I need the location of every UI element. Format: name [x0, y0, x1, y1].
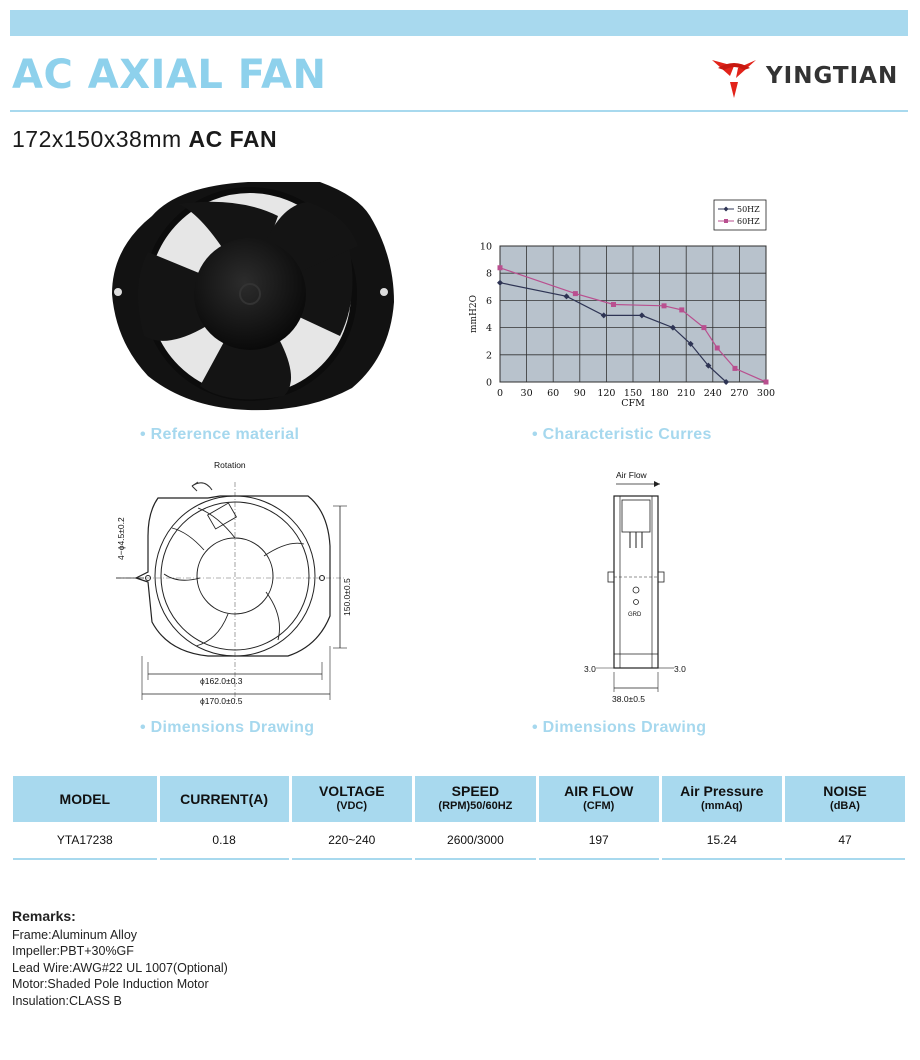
data-point: [573, 291, 578, 296]
remarks-title: Remarks:: [12, 908, 76, 924]
cell-speed: 2600/3000: [415, 822, 536, 860]
remark-frame: Frame:Aluminum Alloy: [12, 927, 138, 942]
x-tick-label: 60: [547, 388, 560, 399]
header-airflow: AIR FLOW (CFM): [539, 776, 659, 822]
cell-pressure: 15.24: [662, 822, 782, 860]
y-tick-label: 4: [485, 323, 492, 335]
legend-label: 50HZ: [737, 205, 760, 214]
x-tick-label: 30: [520, 388, 533, 399]
front-dimensions-drawing: [108, 456, 368, 706]
fan-photo: [108, 176, 398, 412]
x-tick-label: 180: [650, 388, 669, 399]
x-axis-label: CFM: [621, 398, 645, 409]
data-point: [701, 325, 706, 330]
header-speed: SPEED (RPM)50/60HZ: [415, 776, 536, 822]
legend-marker: [724, 219, 728, 223]
caption-dims-side: • Dimensions Drawing: [532, 719, 707, 736]
left-offset-label: 3.0: [584, 664, 596, 674]
header-noise: NOISE (dBA): [785, 776, 905, 822]
caption-dims-front: • Dimensions Drawing: [140, 719, 315, 736]
y-tick-label: 6: [485, 295, 492, 307]
x-tick-label: 240: [703, 388, 722, 399]
subtitle-size: 172x150x38mm: [12, 126, 182, 152]
x-tick-label: 90: [573, 388, 586, 399]
caption-curves: • Characteristic Curres: [532, 426, 712, 443]
y-tick-label: 8: [485, 268, 492, 280]
x-tick-label: 270: [730, 388, 749, 399]
table-header-row: [13, 776, 905, 822]
page-title: AC AXIAL FAN: [12, 52, 327, 98]
x-tick-label: 0: [496, 388, 504, 399]
header-model: MODEL: [13, 776, 157, 822]
remarks-section: [12, 908, 228, 1009]
cell-noise: 47: [785, 822, 905, 860]
grd-label: GRD: [628, 612, 642, 618]
top-accent-band: [10, 10, 908, 36]
hole-label: 4−ϕ4.5±0.2: [116, 517, 126, 560]
data-point: [715, 346, 720, 351]
product-subtitle: [12, 126, 277, 153]
remark-impeller: Impeller:PBT+30%GF: [12, 944, 134, 958]
y-tick-label: 10: [479, 241, 492, 253]
header-pressure: Air Pressure (mmAq): [662, 776, 782, 822]
x-tick-label: 300: [756, 388, 776, 399]
cell-model: YTA17238: [13, 822, 157, 860]
characteristic-chart: [458, 194, 788, 424]
data-point: [764, 380, 769, 385]
x-tick-label: 120: [597, 388, 616, 399]
x-tick-label: 210: [677, 388, 696, 399]
remark-insulation: Insulation:CLASS B: [12, 993, 122, 1008]
width-label: 38.0±0.5: [612, 694, 646, 704]
data-point: [732, 366, 737, 371]
subtitle-type: AC FAN: [188, 126, 278, 152]
data-point: [679, 307, 684, 312]
spec-table: [10, 776, 908, 860]
yingtian-logo-icon: [708, 54, 760, 100]
data-point: [662, 303, 667, 308]
inner-diameter-label: ϕ162.0±0.3: [200, 676, 243, 686]
y-tick-label: 2: [485, 350, 492, 362]
rotation-label: Rotation: [214, 460, 246, 470]
side-dimensions-drawing: [578, 464, 698, 708]
right-offset-label: 3.0: [674, 664, 686, 674]
brand-logo: [708, 54, 908, 100]
remark-lead-wire: Lead Wire:AWG#22 UL 1007(Optional): [12, 960, 228, 975]
outer-diameter-label: ϕ170.0±0.5: [200, 696, 243, 706]
data-point: [611, 302, 616, 307]
data-point: [498, 265, 503, 270]
cell-current: 0.18: [160, 822, 289, 860]
remark-motor: Motor:Shaded Pole Induction Motor: [12, 977, 209, 991]
table-row: [13, 822, 905, 860]
y-axis-label: mmH2O: [469, 294, 479, 334]
airflow-label: Air Flow: [616, 470, 647, 480]
height-label: 150.0±0.5: [342, 578, 352, 616]
cell-airflow: 197: [539, 822, 659, 860]
cell-voltage: 220~240: [292, 822, 413, 860]
title-divider: [10, 110, 908, 112]
brand-name: YINGTIAN: [766, 63, 899, 89]
header-voltage: VOLTAGE (VDC): [292, 776, 413, 822]
legend-label: 60HZ: [737, 217, 760, 226]
y-tick-label: 0: [485, 377, 492, 389]
x-tick-label: 150: [623, 388, 643, 399]
header-current: CURRENT(A): [160, 776, 289, 822]
caption-reference: • Reference material: [140, 426, 300, 443]
